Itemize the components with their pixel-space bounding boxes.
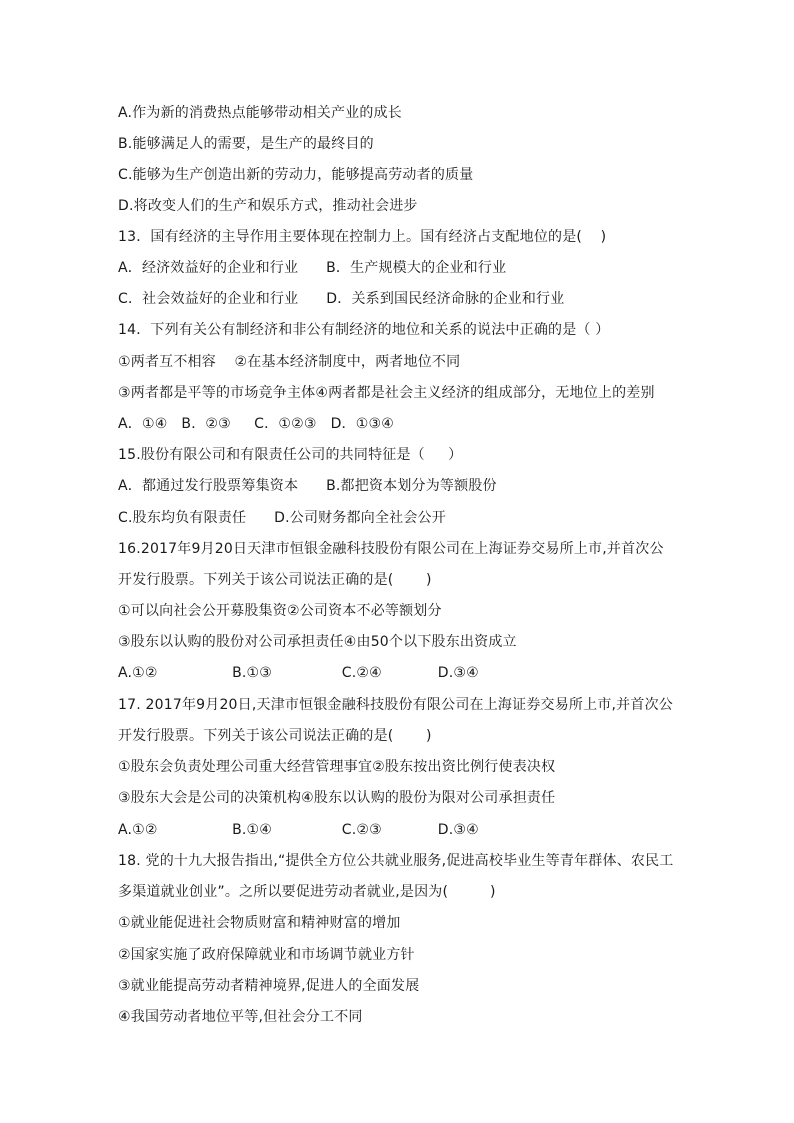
statement-line: ②国家实施了政府保障就业和市场调节就业方针 [118,947,415,963]
statement-line: ③股东大会是公司的决策机构④股东以认购的股份为限对公司承担责任 [118,790,556,806]
question-13-options-cd: C．社会效益好的企业和行业 D．关系到国民经济命脉的企业和行业 [118,291,565,307]
question-15-options-ab: A．都通过发行股票筹集资本 B.都把资本划分为等额股份 [118,478,497,494]
option-line: C.能够为生产创造出新的劳动力，能够提高劳动者的质量 [118,167,474,183]
question-16-stem-cont: 开发行股票。下列关于该公司说法正确的是( ) [118,572,432,588]
option-line: A.作为新的消费热点能够带动相关产业的成长 [118,105,402,121]
question-18-stem-cont: 多渠道就业创业”。之所以要促进劳动者就业,是因为( ) [118,884,496,900]
question-15-stem: 15.股份有限公司和有限责任公司的共同特征是（ ） [118,447,463,463]
statement-line: ③两者都是平等的市场竞争主体④两者都是社会主义经济的组成部分，无地位上的差别 [118,385,655,401]
statement-line: ①可以向社会公开募股集资②公司资本不必等额划分 [118,603,442,619]
question-16-stem: 16.2017年9月20日天津市恒银金融科技股份有限公司在上海证券交易所上市,并首次公 [118,541,664,557]
statement-line: ①股东会负责处理公司重大经营管理事宜②股东按出资比例行使表决权 [118,759,556,775]
question-14-stem: 14．下列有关公有制经济和非公有制经济的地位和关系的说法中正确的是（ ） [118,322,610,338]
question-17-stem: 17. 2017年9月20日,天津市恒银金融科技股份有限公司在上海证券交易所上市,并首次公 [118,697,673,713]
option-line: D.将改变人们的生产和娱乐方式，推动社会进步 [118,198,418,214]
question-18-stem: 18. 党的十九大报告指出,“提供全方位公共就业服务,促进高校毕业生等青年群体、农民工 [118,853,674,869]
question-16-options: A.①② B.①③ C.②④ D.③④ [118,665,479,681]
statement-line: ①两者互不相容 ②在基本经济制度中，两者地位不同 [118,354,461,370]
question-13-options-ab: A．经济效益好的企业和行业 B．生产规模大的企业和行业 [118,260,507,276]
statement-line: ③就业能提高劳动者精神境界,促进人的全面发展 [118,978,420,994]
statement-line: ④我国劳动者地位平等,但社会分工不同 [118,1009,363,1025]
question-17-options: A.①② B.①④ C.②③ D.③④ [118,822,479,838]
question-17-stem-cont: 开发行股票。下列关于该公司说法正确的是( ) [118,728,432,744]
question-13-stem: 13．国有经济的主导作用主要体现在控制力上。国有经济占支配地位的是( ) [118,229,607,245]
question-14-options: A．①④ B．②③ C．①②③ D．①③④ [118,416,394,432]
option-line: B.能够满足人的需要，是生产的最终目的 [118,136,374,152]
statement-line: ③股东以认购的股份对公司承担责任④由50个以下股东出资成立 [118,634,517,650]
question-15-options-cd: C.股东均负有限责任 D.公司财务都向全社会公开 [118,510,446,526]
statement-line: ①就业能促进社会物质财富和精神财富的增加 [118,915,401,931]
